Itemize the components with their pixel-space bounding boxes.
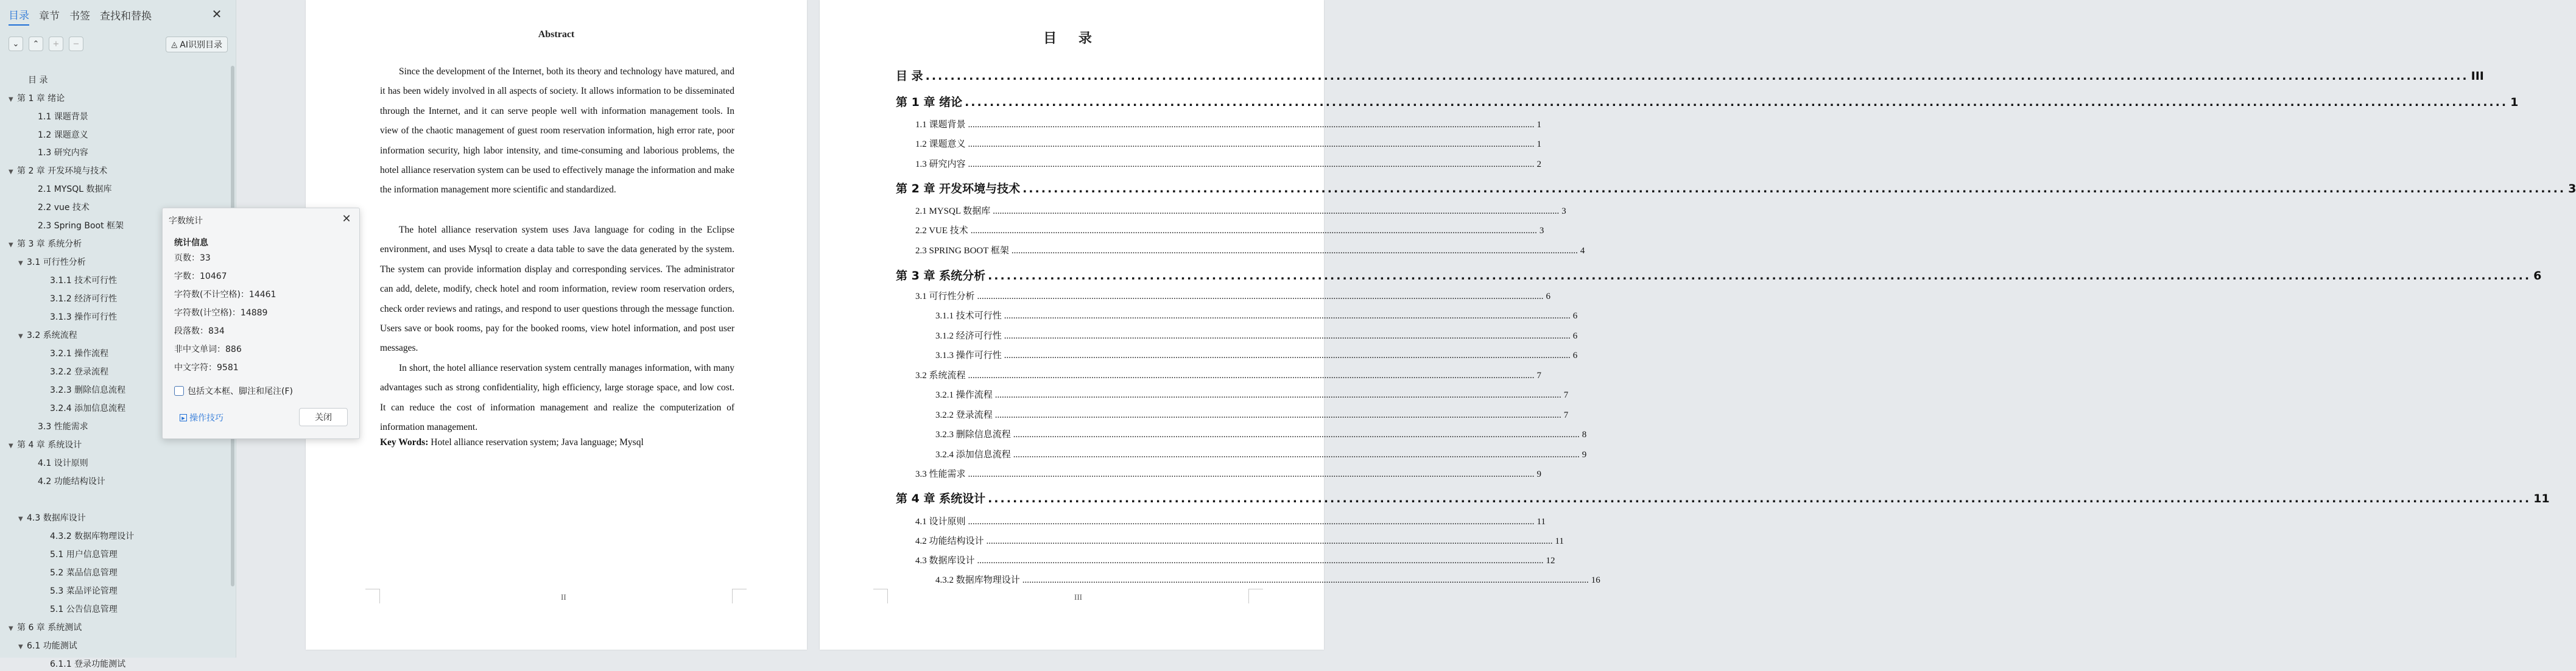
toc-entry[interactable] <box>915 118 1542 132</box>
toc-tree-item-label: 第 6 章 系统测试 <box>17 623 82 633</box>
toc-entry[interactable] <box>935 388 1569 402</box>
toc-entry[interactable] <box>896 67 2484 85</box>
sidebar-close-icon[interactable]: ✕ <box>211 7 222 21</box>
toc-tree-item-label: 3.2 系统流程 <box>27 331 77 340</box>
toc-entry-page: 1 <box>1536 120 1542 130</box>
toc-tree-item-label: 2.2 vue 技术 <box>38 203 90 213</box>
toc-entry-page: 12 <box>1546 556 1555 566</box>
play-icon: ▸ <box>180 414 187 421</box>
keywords-line <box>380 437 734 448</box>
toc-leader-dots <box>1004 351 1571 361</box>
ai-recognize-toc-button[interactable] <box>166 37 228 52</box>
tab-find-replace[interactable]: 查找和替换 <box>100 10 152 23</box>
toc-entry-title: 3.2.2 登录流程 <box>935 410 993 420</box>
stat-chars-with-spaces: 字符数(计空格)：14889 <box>174 308 268 318</box>
toc-leader-dots <box>988 269 2531 283</box>
toc-leader-dots <box>968 371 1535 381</box>
toc-entry-page: 3 <box>1561 206 1566 216</box>
toc-tree-item[interactable] <box>38 201 90 214</box>
toc-tree-item-label: 3.2.4 添加信息流程 <box>50 404 126 413</box>
toc-leader-dots <box>965 96 2508 109</box>
toc-entry-title: 4.3 数据库设计 <box>915 556 975 566</box>
toc-entry-title: 1.3 研究内容 <box>915 160 966 169</box>
toc-tree-item-label: 4.2 功能结构设计 <box>38 477 105 487</box>
toc-leader-dots <box>968 517 1535 527</box>
abstract-paragraph: Since the development of the Internet, both its theory and technology have matured, and it has been widely involved in all aspects of society. It allows information to be disseminated through the Internet, and it can serve people well with information management tools. In view of the chaotic management of guest room reservation information, high error rate, poor information security, high labor intensity, and time-consuming and laborious problems, the hotel alliance reservation system can be used to effectively manage the information and make the information management more scientific and standardized. <box>380 66 734 195</box>
tips-link[interactable] <box>180 412 223 424</box>
toc-tree-item-label: 3.2.3 删除信息流程 <box>50 385 126 395</box>
toc-leader-dots <box>1022 182 2566 195</box>
toc-entry[interactable] <box>896 490 2550 508</box>
toc-entry[interactable] <box>915 204 1566 219</box>
toc-entry[interactable] <box>915 368 1542 383</box>
toc-leader-dots <box>971 226 1537 236</box>
toc-entry-title: 第 3 章 系统分析 <box>896 269 986 283</box>
checkbox-label: 包括文本框、脚注和尾注(F) <box>188 387 293 396</box>
toc-entry[interactable] <box>915 534 1564 549</box>
toc-tree-item[interactable] <box>50 365 108 379</box>
toc-toolbar <box>9 37 228 54</box>
toc-leader-dots <box>968 120 1535 130</box>
toc-tree-item-label: 3.1.1 技术可行性 <box>50 276 118 286</box>
toc-tree-item-label: 1.3 研究内容 <box>38 148 88 158</box>
toc-tree-item-label: 3.2.1 操作流程 <box>50 349 109 359</box>
close-button[interactable]: 关闭 <box>299 408 348 426</box>
toc-entry[interactable] <box>915 553 1555 568</box>
toc-leader-dots <box>1012 246 1578 256</box>
expand-arrow-icon[interactable]: ▼ <box>18 333 23 340</box>
toc-tree-item[interactable] <box>18 639 77 653</box>
toc-leader-dots <box>1004 311 1571 321</box>
toc-entry-page: 8 <box>1582 430 1587 440</box>
toc-entry-title: 目 录 <box>896 69 923 83</box>
toc-entry-title: 2.1 MYSQL 数据库 <box>915 206 991 216</box>
toc-leader-dots <box>977 556 1544 566</box>
stat-non-chinese-words: 非中文单词：886 <box>174 345 242 354</box>
toc-entry-title: 3.2.3 删除信息流程 <box>935 430 1011 440</box>
expand-all-icon[interactable]: ⌃ <box>29 37 43 51</box>
toc-tree-item-label: 4.3 数据库设计 <box>27 513 86 523</box>
toc-entry[interactable] <box>896 180 2576 198</box>
toc-tree-item[interactable] <box>28 74 48 87</box>
toc-tree-item-label: 2.3 Spring Boot 框架 <box>38 221 124 231</box>
toc-tree-item[interactable] <box>18 511 86 525</box>
expand-arrow-icon[interactable]: ▼ <box>9 169 13 175</box>
toc-entry[interactable] <box>935 348 1578 363</box>
toc-tree-item[interactable] <box>50 658 125 671</box>
toc-tree-item[interactable] <box>50 585 118 598</box>
statistics-heading: 统计信息 <box>174 238 208 248</box>
toc-entry-title: 3.1 可行性分析 <box>915 292 975 301</box>
toc-entry-title: 2.3 SPRING BOOT 框架 <box>915 246 1009 256</box>
toc-entry[interactable] <box>935 309 1578 323</box>
toc-entry[interactable] <box>915 157 1542 172</box>
toc-entry-title: 1.2 课题意义 <box>915 139 966 149</box>
add-heading-icon[interactable]: + <box>49 37 63 51</box>
toc-tree-item[interactable] <box>50 274 117 287</box>
toc-entry-page: 6 <box>2533 269 2542 283</box>
page-corner-mark <box>873 589 888 603</box>
page-corner-mark <box>365 589 380 603</box>
toc-tree-item-label: 2.1 MYSQL 数据库 <box>38 184 112 194</box>
toc-tree-item-label: 3.3 性能需求 <box>38 422 88 432</box>
toc-tree-item[interactable] <box>38 128 88 142</box>
toc-leader-dots <box>988 492 2531 505</box>
toc-entry-page: 16 <box>1591 575 1600 585</box>
stat-pages: 页数：33 <box>174 253 211 263</box>
toc-tree-item-label: 第 1 章 绪论 <box>17 94 65 104</box>
tab-bookmarks[interactable]: 书签 <box>69 10 90 23</box>
toc-entry-title: 3.2 系统流程 <box>915 371 966 381</box>
toc-leader-dots <box>995 410 1561 421</box>
toc-tree-item[interactable] <box>18 256 86 269</box>
abstract-title: Abstract <box>538 29 575 40</box>
toc-entry-page: 3 <box>1539 226 1544 236</box>
toc-entry-page: 7 <box>1563 390 1569 400</box>
toc-tree-item-label: 6.1 功能测试 <box>27 641 77 651</box>
toc-tree-item[interactable] <box>38 219 124 233</box>
toc-entry-page: 11 <box>2533 492 2550 505</box>
toc-entry[interactable] <box>935 408 1569 423</box>
toc-tree-item-label: 5.1 公告信息管理 <box>50 605 118 614</box>
toc-entry-page: III <box>2471 69 2484 83</box>
toc-entry-title: 第 2 章 开发环境与技术 <box>896 182 1021 195</box>
toc-tree-item[interactable] <box>50 566 118 580</box>
ai-button-label: AI识别目录 <box>180 40 222 50</box>
toc-entry-page: 2 <box>1536 160 1542 169</box>
toc-tree-item[interactable] <box>50 548 118 561</box>
toc-entry-page: 7 <box>1563 410 1569 420</box>
page-corner-mark <box>732 589 747 603</box>
toc-tree-item[interactable] <box>38 110 88 124</box>
toc-entry-page: 7 <box>1536 371 1542 381</box>
toc-tree-item[interactable] <box>38 475 105 488</box>
toc-tree-item[interactable] <box>50 292 117 306</box>
stat-chars-no-spaces: 字符数(不计空格)：14461 <box>174 290 276 300</box>
word-count-dialog <box>162 208 360 439</box>
toc-leader-dots <box>926 69 2469 83</box>
dialog-title: 字数统计 <box>169 216 203 226</box>
toc-tree-item-label: 第 2 章 开发环境与技术 <box>17 166 108 176</box>
page-corner-mark <box>1248 589 1263 603</box>
toc-tree-item-label: 5.1 用户信息管理 <box>50 550 118 560</box>
toc-tree-item-label: 5.2 菜品信息管理 <box>50 568 118 578</box>
toc-tree-item[interactable] <box>18 329 77 342</box>
toc-leader-dots <box>987 536 1553 547</box>
toc-tree-item[interactable] <box>9 237 82 251</box>
abstract-paragraph: In short, the hotel alliance reservation system centrally manages information, with many advantages such as strong confidentiality, high efficiency, large storage space, and low cost. It can reduce the cost of information management and realize the computerization of information management. <box>380 363 734 433</box>
toc-entry-title: 第 4 章 系统设计 <box>896 492 986 505</box>
toc-entry[interactable] <box>935 573 1600 588</box>
toc-tree-item[interactable] <box>38 457 88 470</box>
toc-entry-page: 11 <box>1536 517 1546 527</box>
toc-tree-item[interactable] <box>9 164 107 178</box>
toc-tree-item-label: 目 录 <box>28 76 48 85</box>
remove-heading-icon[interactable]: − <box>69 37 83 51</box>
toc-tree-item[interactable] <box>50 384 125 397</box>
expand-arrow-icon[interactable]: ▼ <box>18 644 23 650</box>
expand-arrow-icon[interactable]: ▼ <box>18 260 23 267</box>
stat-chinese-chars: 中文字符：9581 <box>174 363 239 373</box>
toc-leader-dots <box>1022 575 1589 586</box>
toc-entry-title: 3.1.3 操作可行性 <box>935 351 1002 360</box>
toc-entry-title: 1.1 课题背景 <box>915 120 966 130</box>
toc-tree-item[interactable] <box>50 603 118 616</box>
toc-leader-dots <box>1004 331 1571 342</box>
toc-tree-item-label: 3.1.3 操作可行性 <box>50 312 118 322</box>
toc-page-title: 目 录 <box>1043 31 1100 46</box>
toc-leader-dots <box>968 139 1535 150</box>
toc-tree-item[interactable] <box>38 146 88 160</box>
sidebar-tabs <box>9 7 161 24</box>
toc-leader-dots <box>1013 450 1580 460</box>
toc-tree-item-label: 1.2 课题意义 <box>38 130 88 140</box>
page-number: III <box>1074 592 1082 602</box>
toc-entry[interactable] <box>915 244 1585 258</box>
toc-tree-item[interactable] <box>38 420 88 434</box>
toc-entry[interactable] <box>915 467 1542 482</box>
toc-leader-dots <box>1013 430 1580 440</box>
expand-arrow-icon[interactable]: ▼ <box>9 242 13 248</box>
document-page-toc[interactable] <box>820 0 2576 650</box>
toc-tree-item[interactable] <box>50 530 134 543</box>
expand-arrow-icon[interactable]: ▼ <box>9 443 13 449</box>
keywords-label: Key Words: <box>380 437 429 448</box>
toc-entry-title: 2.2 VUE 技术 <box>915 226 968 236</box>
toc-entry-page: 6 <box>1546 292 1551 301</box>
toc-leader-dots <box>977 292 1544 302</box>
checkbox-box[interactable] <box>174 386 184 396</box>
toc-entry[interactable] <box>915 289 1551 304</box>
toc-entry-page: 11 <box>1555 536 1564 546</box>
toc-entry-page: 9 <box>1536 469 1542 479</box>
expand-arrow-icon[interactable]: ▼ <box>18 516 23 522</box>
toc-entry-page: 1 <box>2510 96 2519 109</box>
toc-entry-title: 3.1.1 技术可行性 <box>935 311 1002 321</box>
toc-entry[interactable] <box>935 448 1587 462</box>
toc-tree-item-label: 6.1.1 登录功能测试 <box>50 659 126 669</box>
toc-entry[interactable] <box>935 427 1587 442</box>
include-textbox-footnote-checkbox[interactable] <box>174 385 293 397</box>
toc-tree-item-label: 4.1 设计原则 <box>38 458 88 468</box>
toc-entry-page: 6 <box>1572 331 1578 341</box>
toc-tree-item[interactable] <box>9 438 82 452</box>
toc-entry-title: 4.2 功能结构设计 <box>915 536 984 546</box>
expand-arrow-icon[interactable]: ▼ <box>9 625 13 632</box>
toc-tree-item-label: 1.1 课题背景 <box>38 112 88 122</box>
toc-tree-item[interactable] <box>38 183 112 196</box>
toc-entry-page: 1 <box>1536 139 1542 149</box>
toc-entry-page: 6 <box>1572 311 1578 321</box>
tips-label: 操作技巧 <box>189 413 223 423</box>
stat-words: 字数：10467 <box>174 272 227 281</box>
toc-entry-page: 6 <box>1572 351 1578 360</box>
toc-entry[interactable] <box>915 223 1544 238</box>
toc-entry-title: 4.3.2 数据库物理设计 <box>935 575 1020 585</box>
toc-tree-item-label: 3.2.2 登录流程 <box>50 367 109 377</box>
toc-tree-item-label: 5.3 菜品评论管理 <box>50 586 118 596</box>
toc-entry-page: 9 <box>1582 450 1587 460</box>
tab-sections[interactable]: 章节 <box>39 10 60 23</box>
document-page-abstract[interactable] <box>306 0 807 650</box>
toc-entry[interactable] <box>896 267 2542 285</box>
toc-entry-title: 3.2.4 添加信息流程 <box>935 450 1011 460</box>
toc-tree-item-label: 第 4 章 系统设计 <box>17 440 82 450</box>
ai-sparkle-icon: ◬ <box>171 40 178 49</box>
dialog-close-icon[interactable]: ✕ <box>342 212 351 225</box>
toc-entry-title: 3.2.1 操作流程 <box>935 390 993 400</box>
stat-paragraphs: 段落数：834 <box>174 326 225 336</box>
collapse-all-icon[interactable]: ⌄ <box>9 37 23 51</box>
toc-entry[interactable] <box>896 93 2519 111</box>
page-number: II <box>561 592 566 602</box>
toc-leader-dots <box>993 206 1559 217</box>
toc-leader-dots <box>968 160 1535 170</box>
toc-tree-item[interactable] <box>9 621 82 634</box>
toc-entry-page: 4 <box>1580 246 1585 256</box>
abstract-paragraph: The hotel alliance reservation system uses Java language for coding in the Eclipse environment, and uses Mysql to create a data table to save the data generated by the system. The system can provide information display and corresponding services. The administrator can add, delete, modify, check hotel and room information, review room reservation orders, check order reviews and ratings, and respond to user questions through the message function. Users save or book rooms, pay for the booked rooms, view hotel information, and post user messages. <box>380 225 734 354</box>
toc-entry-title: 3.3 性能需求 <box>915 469 966 479</box>
toc-entry-page: 3 <box>2568 182 2576 195</box>
toc-tree-item-label: 3.1 可行性分析 <box>27 258 86 267</box>
toc-entry[interactable] <box>915 137 1542 152</box>
toc-tree-item-label: 4.3.2 数据库物理设计 <box>50 532 135 541</box>
toc-entry[interactable] <box>935 329 1578 343</box>
toc-tree-item-label: 第 3 章 系统分析 <box>17 239 82 249</box>
toc-tree-item[interactable] <box>9 92 65 105</box>
toc-leader-dots <box>968 469 1535 480</box>
toc-tree-item[interactable] <box>50 402 125 415</box>
toc-entry-title: 3.1.2 经济可行性 <box>935 331 1002 341</box>
toc-tree-item-label: 3.1.2 经济可行性 <box>50 294 118 304</box>
toc-entry-title: 第 1 章 绪论 <box>896 96 963 109</box>
toc-tree-item[interactable] <box>50 311 117 324</box>
toc-leader-dots <box>995 390 1561 401</box>
keywords-text: Hotel alliance reservation system; Java language; Mysql <box>431 437 644 448</box>
expand-arrow-icon[interactable]: ▼ <box>9 96 13 103</box>
tab-toc[interactable]: 目录 <box>9 7 29 26</box>
toc-entry-title: 4.1 设计原则 <box>915 517 966 527</box>
toc-tree-item[interactable] <box>50 347 108 360</box>
toc-entry[interactable] <box>915 515 1546 529</box>
